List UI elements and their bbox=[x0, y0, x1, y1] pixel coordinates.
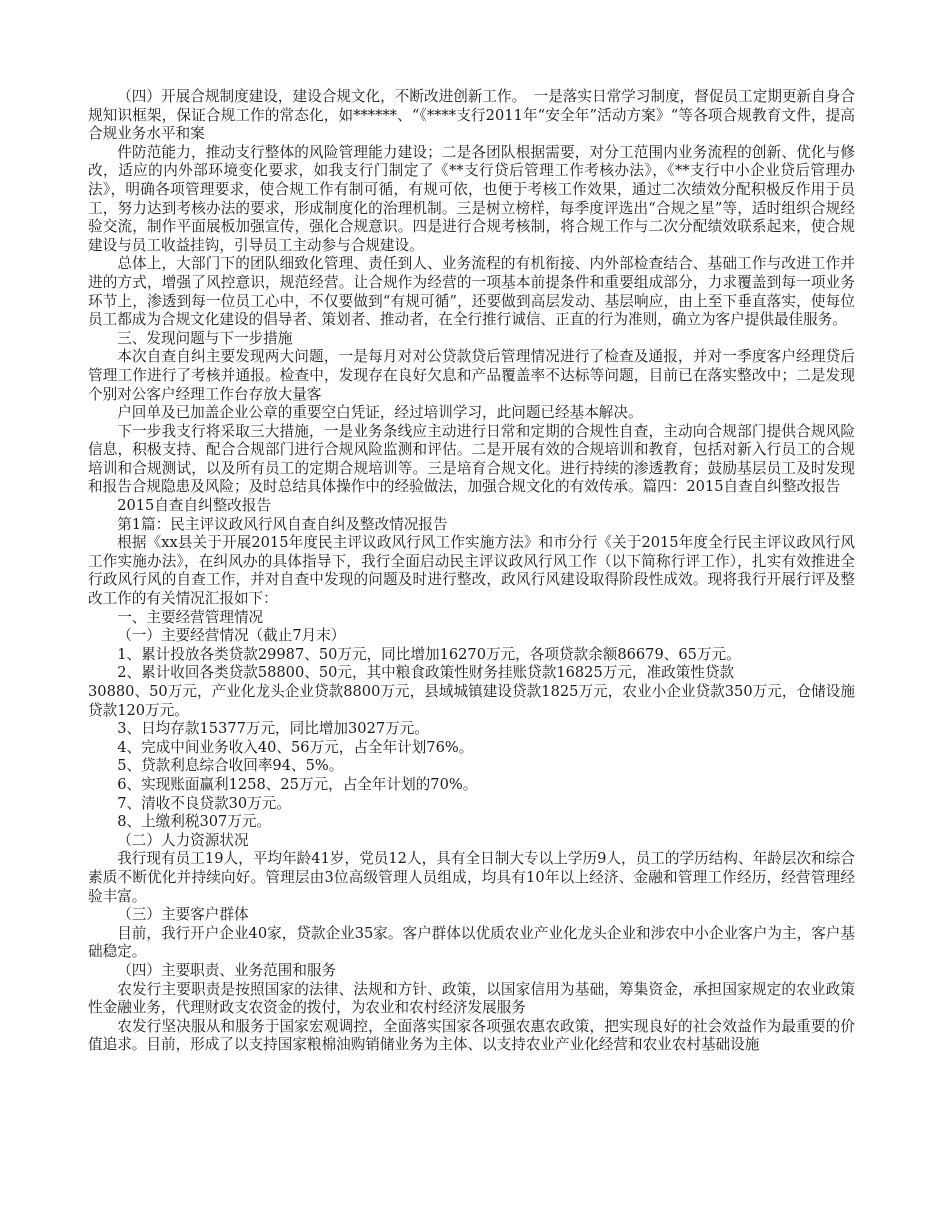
report-subtitle: 第1篇：民主评议政风行风自查自纠及整改情况报告 bbox=[117, 515, 448, 533]
list-item-continuation: 30880、50万元，产业化龙头企业贷款8800万元，县域城镇建设贷款1825万元，农业小企业贷款350万元，仓储设施贷款120万元。 bbox=[88, 683, 855, 719]
report-title: 2015自查自纠整改报告 bbox=[117, 497, 272, 515]
paragraph: 下一步我支行将采取三大措施，一是业务条线应主动进行日常和定期的合规性自查，主动向合规部门提供合规风险信息，积极支持、配合合规部门进行合规风险监测和评估。二是开展有效的合规培训和教育，包括对新入行员工的合规培训和合规测试，以及所有员工的定期合规培训等。三是培育合规文化。进行持续的渗透教育；鼓励基层员工及时发现和报告合规隐患及风险；及时总结具体操作中的经验做法，加强合规文化的有效传承。篇四：2015自查自纠整改报告 bbox=[88, 422, 855, 496]
paragraph: 户回单及已加盖企业公章的重要空白凭证，经过培训学习，此问题已经基本解决。 bbox=[117, 404, 643, 422]
list-item: 1、累计投放各类贷款29987、50万元，同比增加16270万元，各项贷款余额86679、65万元。 bbox=[117, 645, 741, 663]
paragraph: 目前，我行开户企业40家，贷款企业35家。客户群体以优质农业产业化龙头企业和涉农中小企业客户为主，客户基础稳定。 bbox=[88, 924, 855, 961]
subsection-heading: （四）主要职责、业务范围和服务 bbox=[117, 961, 337, 979]
section-heading: 三、发现问题与下一步措施 bbox=[117, 329, 293, 347]
paragraph: 农发行坚决服从和服务于国家宏观调控，全面落实国家各项强农惠农政策，把实现良好的社会效益作为最重要的价值追求。目前，形成了以支持国家粮棉油购销储业务为主体、以支持农业产业化经营和农业农村基础设施 bbox=[88, 1017, 855, 1054]
list-item: 7、清收不良贷款30万元。 bbox=[117, 794, 291, 812]
section-heading: 一、主要经营管理情况 bbox=[117, 608, 264, 626]
list-item: 6、实现账面赢利1258、25万元，占全年计划的70%。 bbox=[117, 775, 478, 793]
paragraph: 根据《xx县关于开展2015年度民主评议政风行风工作实施方法》和市分行《关于2015年度全行民主评议政风行风工作实施办法》，在纠风办的具体指导下，我行全面启动民主评议政风行风工作（以下简称行评工作），扎实有效推进全行政风行风的自查工作，并对自查中发现的问题及时进行整改，政风行风建设取得阶段性成效。现将我行开展行评及整改工作的有关情况汇报如下： bbox=[88, 534, 855, 608]
paragraph: 农发行主要职责是按照国家的法律、法规和方针、政策，以国家信用为基础，筹集资金，承担国家规定的农业政策性金融业务，代理财政支农资金的拨付，为农业和农村经济发展服务 bbox=[88, 980, 855, 1017]
paragraph: 本次自查自纠主要发现两大问题，一是每月对对公贷款贷后管理情况进行了检查及通报，并对一季度客户经理贷后管理工作进行了考核并通报。检查中，发现存在良好欠息和产品覆盖率不达标等问题，目前已在落实整改中；二是发现个别对公客户经理工作台存放大量客 bbox=[88, 348, 855, 403]
list-item: 3、日均存款15377万元，同比增加3027万元。 bbox=[117, 720, 429, 738]
list-item: 2、累计收回各类贷款58800、50元，其中粮食政策性财务挂账贷款16825万元，准政策性贷款 bbox=[117, 664, 735, 682]
subsection-heading: （一）主要经营情况（截止7月末） bbox=[117, 627, 346, 645]
subsection-heading: （三）主要客户群体 bbox=[117, 906, 249, 924]
paragraph: 件防范能力，推动支行整体的风险管理能力建设；二是各团队根据需要，对分工范围内业务流程的创新、优化与修改，适应的内外部环境变化要求，如我支行门制定了《**支行贷后管理工作考核办法》，《**支行中小企业贷后管理办法》，明确各项管理要求，使合规工作有制可循，有规可依，也便于考核工作效果，通过二次绩效分配积极反作用于员工，努力达到考核办法的要求，形成制度化的治理机制。三是树立榜样，每季度评选出“合规之星”等，适时组织合规经验交流，制作平面展板加强宣传，强化合规意识。四是进行合规考核制，将合规工作与二次分配绩效联系起来，使合规建设与员工收益挂钩，引导员工主动参与合规建设。 bbox=[88, 143, 855, 254]
subsection-heading: （二）人力资源状况 bbox=[117, 831, 249, 849]
paragraph: 总体上，大部门下的团队细致化管理、责任到人、业务流程的有机衔接、内外部检查结合、基础工作与改进工作并进的方式，增强了风控意识，规范经营。让合规作为经营的一项基本前提条件和重要组成部分，力求覆盖到每一项业务环节上，渗透到每一位员工心中，不仅要做到“有规可循”，还要做到高层发动、基层响应，由上至下垂直落实，使每位员工都成为合规文化建设的倡导者、策划者、推动者，在全行推行诚信、正直的行为准则，确立为客户提供最佳服务。 bbox=[88, 255, 855, 329]
list-item: 4、完成中间业务收入40、56万元，占全年计划76%。 bbox=[117, 738, 474, 756]
list-item: 5、贷款利息综合收回率94、5%。 bbox=[117, 757, 344, 775]
paragraph: （四）开展合规制度建设，建设合规文化，不断改进创新工作。 一是落实日常学习制度，督促员工定期更新自身合规知识框架，保证合规工作的常态化，如******、“《****支行2011年“安全年”活动方案》“等各项合规教育文件，提高合规业务水平和案 bbox=[88, 88, 855, 143]
list-item: 8、上缴利税307万元。 bbox=[117, 813, 272, 831]
paragraph: 我行现有员工19人，平均年龄41岁，党员12人，具有全日制大专以上学历9人，员工的学历结构、年龄层次和综合素质不断优化并持续向好。管理层由3位高级管理人员组成，均具有10年以上经济、金融和管理工作经历，经营管理经验丰富。 bbox=[88, 850, 855, 905]
